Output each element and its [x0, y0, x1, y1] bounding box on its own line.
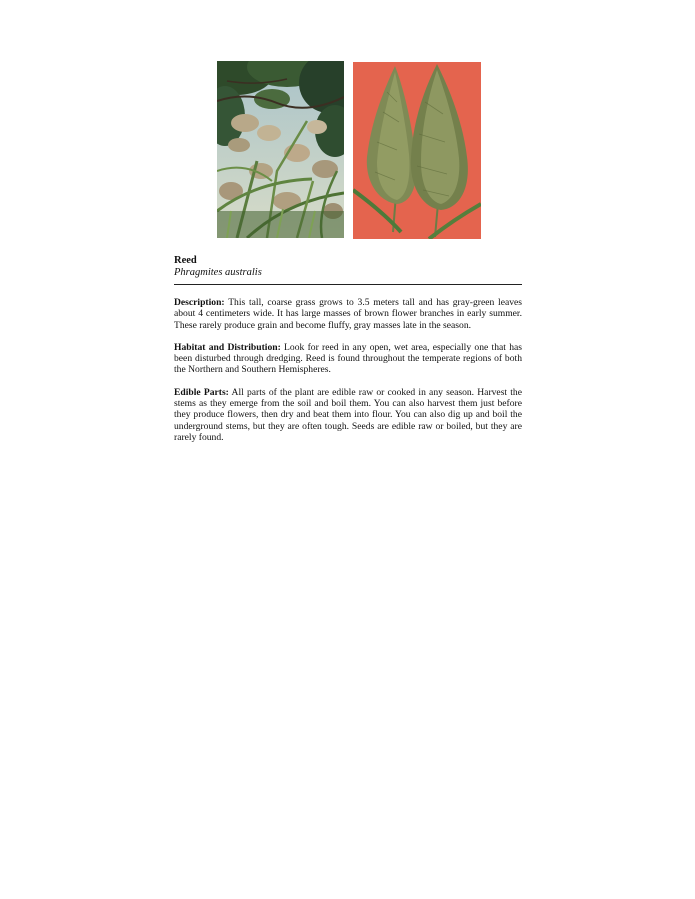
- habitat-paragraph: [174, 342, 522, 376]
- plant-common-name: Reed: [174, 255, 197, 266]
- plant-scientific-name: Phragmites australis: [174, 267, 262, 278]
- reed-flower-heads-photo: [353, 62, 481, 239]
- reed-plants-photo: [217, 61, 344, 238]
- edible-parts-heading: Edible Parts:: [174, 386, 229, 398]
- habitat-text: Look for reed in any open, wet area, especially one that has been disturbed through dredging. Reed is found throughout the temperate regions of both the Northern and Southern Hemispheres.: [174, 341, 522, 376]
- habitat-heading: Habitat and Distribution:: [174, 341, 281, 353]
- edible-parts-paragraph: [174, 387, 522, 443]
- plant-title-block: [174, 255, 522, 279]
- plant-description-body: [174, 297, 522, 454]
- description-paragraph: [174, 297, 522, 331]
- description-heading: Description:: [174, 297, 225, 308]
- title-divider: [174, 284, 522, 285]
- description-text: This tall, coarse grass grows to 3.5 meters tall and has gray-green leaves about 4 centimeters wide. It has large masses of brown flower branches in early summer. These rarely produce grain and become fluffy, gray masses late in the season.: [174, 297, 522, 331]
- edible-parts-text: All parts of the plant are edible raw or cooked in any season. Harvest the stems as they emerge from the soil and boil them. You can also harvest them just before they produce flowers, then dry and beat them into flour. You can also dig up and boil the underground stems, but they are often tough. Seeds are edible raw or boiled, but they are rarely found.: [174, 386, 522, 443]
